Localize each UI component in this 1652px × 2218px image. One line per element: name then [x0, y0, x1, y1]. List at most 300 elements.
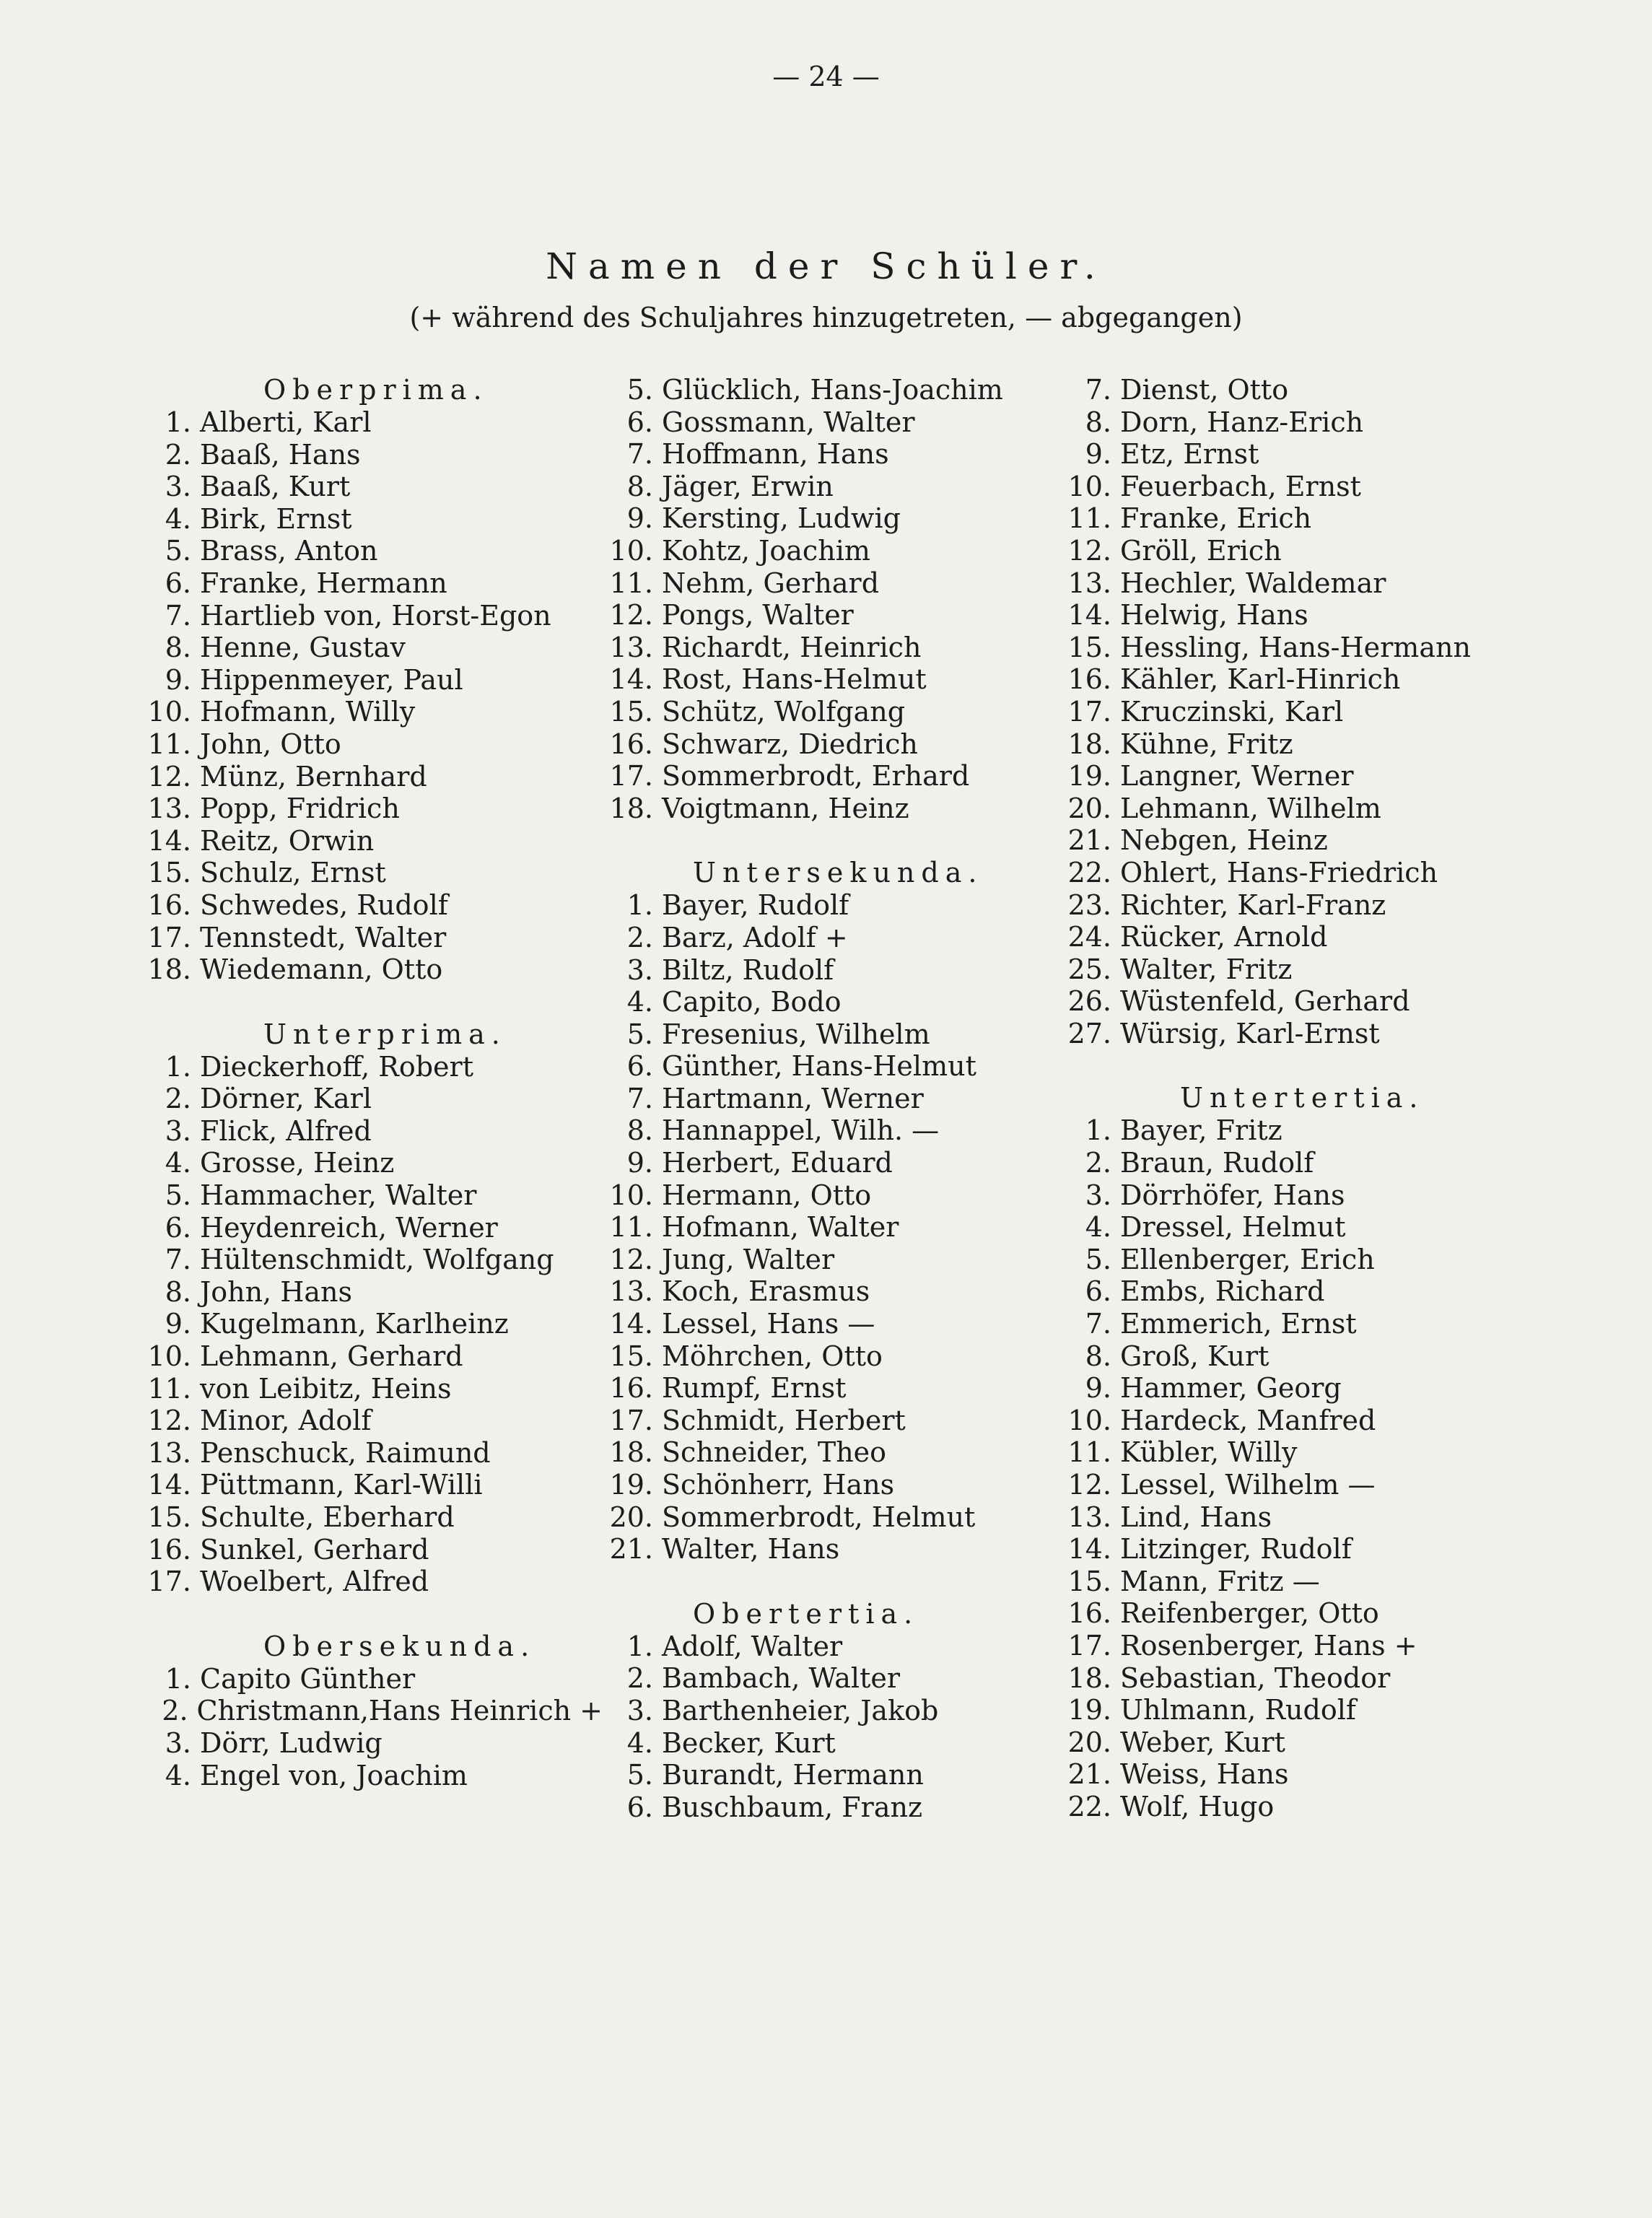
row-number: 9.: [1085, 438, 1111, 471]
row-number: 2.: [1085, 1147, 1111, 1179]
row-number: 16.: [1067, 663, 1111, 696]
row-number: 13.: [609, 1275, 653, 1308]
student-row: [603, 760, 1072, 793]
student-name: Gröll, Erich: [1120, 534, 1282, 567]
row-number: 7.: [165, 1244, 191, 1276]
row-number: 7.: [626, 1082, 653, 1114]
student-name: Rost, Hans-Helmut: [662, 663, 927, 696]
student-row: [141, 857, 603, 889]
student-name: Hofmann, Walter: [662, 1211, 899, 1244]
student-row: [141, 1727, 603, 1760]
student-row: [141, 503, 603, 536]
student-name: Grosse, Heinz: [200, 1147, 395, 1179]
student-row: [603, 1469, 1072, 1501]
row-number: 11.: [609, 1211, 653, 1244]
student-name: Wolf, Hugo: [1120, 1790, 1275, 1822]
row-number: 25.: [1067, 953, 1111, 985]
column-1: [141, 374, 603, 1791]
student-name: Dörner, Karl: [200, 1083, 372, 1115]
student-name: Reitz, Orwin: [200, 824, 375, 857]
column-2: [603, 374, 1072, 1823]
student-row: [603, 632, 1072, 664]
student-row: [1061, 760, 1581, 793]
student-row: [141, 1340, 603, 1373]
student-row: [1061, 1244, 1581, 1276]
row-number: 9.: [165, 663, 191, 696]
student-row: [141, 1276, 603, 1309]
student-name: Sommerbrodt, Helmut: [662, 1501, 976, 1533]
student-name: Schönherr, Hans: [662, 1469, 895, 1501]
student-name: Henne, Gustav: [200, 632, 406, 664]
student-name: Hoffmann, Hans: [662, 438, 889, 471]
student-row: [141, 1179, 603, 1212]
student-row: [1061, 1566, 1581, 1598]
row-number: 4.: [165, 1147, 191, 1179]
student-row: [603, 1244, 1072, 1276]
student-row: [1061, 1211, 1581, 1244]
student-row: [1061, 1405, 1581, 1437]
student-row: [603, 1436, 1072, 1469]
row-number: 18.: [147, 953, 191, 986]
student-row: [1061, 1791, 1581, 1823]
student-row: [141, 471, 603, 503]
student-row: [1061, 1630, 1581, 1662]
student-row: [603, 1372, 1072, 1405]
row-number: 8.: [165, 1275, 191, 1308]
student-name: Pongs, Walter: [662, 599, 854, 632]
student-row: [1061, 1147, 1581, 1179]
student-name: Würsig, Karl-Ernst: [1120, 1017, 1380, 1049]
row-number: 11.: [147, 728, 191, 760]
student-row: [1061, 985, 1581, 1018]
row-number: 6.: [626, 1791, 653, 1823]
row-number: 10.: [147, 1340, 191, 1373]
student-name: Rücker, Arnold: [1120, 921, 1328, 953]
student-name: Hammacher, Walter: [200, 1179, 477, 1212]
student-name: Etz, Ernst: [1120, 438, 1259, 471]
student-row: [1061, 406, 1581, 439]
student-row: [603, 502, 1072, 535]
student-row: [1061, 374, 1581, 406]
row-number: 5.: [626, 1018, 653, 1050]
student-row: [141, 1695, 603, 1727]
student-name: John, Otto: [200, 728, 341, 760]
student-row: [141, 953, 603, 986]
student-row: [1061, 1758, 1581, 1791]
student-name: Dressel, Helmut: [1120, 1211, 1346, 1244]
student-row: [141, 1051, 603, 1083]
row-number: 5.: [165, 1179, 191, 1212]
row-number: 6.: [165, 1211, 191, 1244]
student-name: Franke, Erich: [1120, 502, 1312, 535]
student-row: [141, 1437, 603, 1470]
student-name: Kohtz, Joachim: [662, 534, 870, 567]
student-name: Schwarz, Diedrich: [662, 728, 918, 760]
row-number: 19.: [1067, 1694, 1111, 1726]
student-name: Ohlert, Hans-Friedrich: [1120, 856, 1438, 888]
row-number: 1.: [165, 406, 191, 438]
student-row: [141, 1663, 603, 1695]
row-number: 15.: [147, 857, 191, 889]
student-name: Kühne, Fritz: [1120, 728, 1293, 760]
student-row: [603, 374, 1072, 406]
student-name: Burandt, Hermann: [662, 1759, 924, 1791]
page-number: — 24 —: [772, 61, 880, 92]
row-number: 15.: [609, 695, 653, 728]
student-name: Hardeck, Manfred: [1120, 1404, 1376, 1436]
student-name: Münz, Bernhard: [200, 760, 427, 793]
student-name: Feuerbach, Ernst: [1120, 470, 1361, 502]
student-name: Schmidt, Herbert: [662, 1404, 906, 1436]
student-name: Weber, Kurt: [1120, 1726, 1285, 1758]
student-list: [603, 374, 1072, 824]
row-number: 3.: [1085, 1179, 1111, 1211]
row-number: 14.: [147, 1469, 191, 1501]
row-number: 4.: [165, 1759, 191, 1791]
student-row: [141, 406, 603, 439]
row-number: 4.: [165, 502, 191, 535]
student-row: [1061, 471, 1581, 503]
student-row: [141, 825, 603, 857]
student-row: [603, 1630, 1072, 1663]
student-name: Uhlmann, Rudolf: [1120, 1694, 1356, 1726]
student-row: [603, 1147, 1072, 1179]
class-section: [141, 1630, 603, 1791]
student-row: [1061, 1275, 1581, 1308]
row-number: 17.: [147, 921, 191, 953]
row-number: 9.: [165, 1308, 191, 1340]
student-row: [141, 922, 603, 954]
row-number: 5.: [165, 535, 191, 567]
student-name: Flick, Alfred: [200, 1114, 372, 1147]
column-3: [1061, 374, 1581, 1823]
student-row: [1061, 1501, 1581, 1534]
student-name: Schneider, Theo: [662, 1436, 887, 1469]
student-row: [141, 632, 603, 664]
student-row: [1061, 793, 1581, 825]
student-row: [603, 1114, 1072, 1147]
student-row: [1061, 1436, 1581, 1469]
row-number: 10.: [147, 696, 191, 728]
row-number: 9.: [626, 1147, 653, 1179]
row-number: 6.: [165, 567, 191, 599]
row-number: 9.: [626, 502, 653, 535]
student-list: [603, 889, 1072, 1565]
student-name: Kersting, Ludwig: [662, 502, 901, 535]
student-name: Franke, Hermann: [200, 567, 447, 599]
student-name: Sommerbrodt, Erhard: [662, 760, 970, 793]
student-name: Becker, Kurt: [662, 1726, 836, 1759]
student-list: [1061, 374, 1581, 1049]
student-row: [603, 696, 1072, 728]
student-name: Lehmann, Wilhelm: [1120, 792, 1381, 824]
row-number: 2.: [165, 438, 191, 471]
student-name: Hermann, Otto: [662, 1179, 872, 1211]
row-number: 13.: [609, 631, 653, 663]
student-name: Bambach, Walter: [662, 1662, 900, 1695]
row-number: 8.: [1085, 406, 1111, 438]
row-number: 10.: [1067, 1404, 1111, 1436]
student-name: Hechler, Waldemar: [1120, 567, 1386, 599]
student-name: Fresenius, Wilhelm: [662, 1018, 930, 1050]
student-name: Hartmann, Werner: [662, 1082, 924, 1114]
row-number: 6.: [626, 406, 653, 438]
row-number: 5.: [626, 1759, 653, 1791]
student-name: Minor, Adolf: [200, 1405, 372, 1437]
student-name: Helwig, Hans: [1120, 599, 1308, 632]
row-number: 7.: [626, 438, 653, 471]
student-name: Richter, Karl-Franz: [1120, 888, 1386, 921]
student-name: Walter, Hans: [662, 1533, 840, 1566]
row-number: 14.: [1067, 1533, 1111, 1566]
row-number: 18.: [1067, 1662, 1111, 1694]
student-row: [603, 1340, 1072, 1373]
student-name: Popp, Fridrich: [200, 793, 400, 825]
student-name: Litzinger, Rudolf: [1120, 1533, 1352, 1566]
row-number: 17.: [609, 1404, 653, 1436]
student-name: Bayer, Fritz: [1120, 1114, 1282, 1147]
student-name: Jung, Walter: [662, 1243, 835, 1275]
student-name: Penschuck, Raimund: [200, 1436, 491, 1469]
student-row: [141, 1115, 603, 1148]
row-number: 3.: [165, 1114, 191, 1147]
student-row: [141, 439, 603, 471]
row-number: 8.: [1085, 1340, 1111, 1372]
student-row: [1061, 1662, 1581, 1695]
student-row: [1061, 1018, 1581, 1050]
row-number: 8.: [626, 470, 653, 502]
row-number: 1.: [165, 1050, 191, 1083]
row-number: 20.: [1067, 1726, 1111, 1758]
row-number: 12.: [147, 760, 191, 793]
class-section: [1061, 374, 1581, 1049]
row-number: 1.: [1085, 1114, 1111, 1147]
row-number: 15.: [1067, 1565, 1111, 1597]
student-row: [1061, 632, 1581, 664]
row-number: 14.: [609, 663, 653, 696]
student-row: [141, 889, 603, 922]
student-name: Schwedes, Rudolf: [200, 888, 448, 921]
section-header: Untertertia.: [1180, 1082, 1425, 1114]
row-number: 12.: [609, 599, 653, 632]
row-number: 14.: [609, 1308, 653, 1340]
student-name: Püttmann, Karl-Willi: [200, 1469, 483, 1501]
student-name: Groß, Kurt: [1120, 1340, 1269, 1372]
student-row: [141, 664, 603, 697]
student-row: [1061, 857, 1581, 889]
section-header: Untersekunda.: [693, 857, 984, 889]
student-row: [603, 1695, 1072, 1727]
row-number: 12.: [1067, 1469, 1111, 1501]
row-number: 2.: [626, 1662, 653, 1695]
row-number: 11.: [1067, 502, 1111, 535]
student-name: Lessel, Hans —: [662, 1308, 875, 1340]
student-name: Reifenberger, Otto: [1120, 1597, 1379, 1630]
student-row: [1061, 1726, 1581, 1759]
row-number: 15.: [147, 1501, 191, 1533]
student-row: [1061, 728, 1581, 761]
row-number: 2.: [165, 1083, 191, 1115]
student-name: Rumpf, Ernst: [662, 1372, 847, 1405]
student-row: [1061, 663, 1581, 696]
student-row: [603, 986, 1072, 1018]
student-row: [603, 535, 1072, 567]
student-row: [603, 1791, 1072, 1824]
row-number: 10.: [609, 534, 653, 567]
row-number: 1.: [165, 1662, 191, 1695]
student-name: Herbert, Eduard: [662, 1147, 893, 1179]
student-name: Koch, Erasmus: [662, 1275, 870, 1308]
student-name: Gossmann, Walter: [662, 406, 915, 438]
student-name: Wüstenfeld, Gerhard: [1120, 985, 1410, 1018]
student-row: [141, 1501, 603, 1534]
student-row: [603, 1662, 1072, 1695]
row-number: 2.: [626, 921, 653, 953]
row-number: 21.: [1067, 1758, 1111, 1791]
student-row: [1061, 1340, 1581, 1373]
student-name: Walter, Fritz: [1120, 953, 1293, 985]
student-row: [603, 567, 1072, 600]
student-row: [141, 1760, 603, 1792]
student-name: Heydenreich, Werner: [200, 1211, 498, 1244]
row-number: 3.: [626, 1694, 653, 1726]
row-number: 17.: [1067, 1629, 1111, 1662]
student-row: [1061, 953, 1581, 986]
student-name: Ellenberger, Erich: [1120, 1243, 1375, 1275]
row-number: 11.: [1067, 1436, 1111, 1469]
student-name: Buschbaum, Franz: [662, 1791, 922, 1823]
student-row: [603, 954, 1072, 987]
student-name: Barz, Adolf +: [662, 921, 848, 953]
row-number: 6.: [626, 1050, 653, 1083]
row-number: 13.: [147, 1436, 191, 1469]
student-name: Adolf, Walter: [662, 1630, 843, 1662]
student-name: Capito, Bodo: [662, 986, 842, 1018]
row-number: 20.: [1067, 792, 1111, 824]
row-number: 15.: [609, 1340, 653, 1372]
student-name: Capito Günther: [200, 1662, 416, 1695]
student-row: [603, 1275, 1072, 1308]
row-number: 4.: [626, 1726, 653, 1759]
student-row: [141, 1147, 603, 1179]
student-row: [603, 889, 1072, 922]
row-number: 18.: [609, 1436, 653, 1469]
student-name: Schulz, Ernst: [200, 857, 386, 889]
student-name: Nebgen, Heinz: [1120, 824, 1328, 857]
student-row: [1061, 1469, 1581, 1501]
row-number: 26.: [1067, 985, 1111, 1018]
row-number: 17.: [1067, 695, 1111, 728]
student-row: [141, 1405, 603, 1437]
class-section: [1061, 1082, 1581, 1822]
student-row: [1061, 1372, 1581, 1405]
student-list: [141, 1051, 603, 1598]
row-number: 13.: [1067, 567, 1111, 599]
row-number: 21.: [1067, 824, 1111, 857]
student-name: Emmerich, Ernst: [1120, 1308, 1357, 1340]
section-header: Oberprima.: [263, 374, 489, 406]
student-name: Bayer, Rudolf: [662, 889, 849, 922]
row-number: 14.: [147, 824, 191, 857]
row-number: 3.: [626, 953, 653, 986]
student-name: Jäger, Erwin: [662, 470, 834, 502]
row-number: 27.: [1067, 1017, 1111, 1049]
row-number: 19.: [1067, 760, 1111, 793]
student-name: Möhrchen, Otto: [662, 1340, 883, 1372]
student-name: Tennstedt, Walter: [200, 921, 447, 953]
student-row: [141, 1212, 603, 1244]
student-name: Dörr, Ludwig: [200, 1726, 383, 1759]
student-row: [603, 922, 1072, 954]
student-name: Richardt, Heinrich: [662, 631, 922, 663]
student-name: Barthenheier, Jakob: [662, 1694, 939, 1726]
row-number: 8.: [165, 632, 191, 664]
student-row: [141, 1308, 603, 1340]
student-name: Hofmann, Willy: [200, 696, 416, 728]
student-name: Langner, Werner: [1120, 760, 1354, 793]
row-number: 5.: [1085, 1243, 1111, 1275]
student-name: Nehm, Gerhard: [662, 567, 880, 599]
row-number: 13.: [1067, 1501, 1111, 1533]
row-number: 5.: [626, 374, 653, 406]
row-number: 9.: [1085, 1372, 1111, 1405]
student-name: Weiss, Hans: [1120, 1758, 1289, 1791]
student-name: Kruczinski, Karl: [1120, 695, 1344, 728]
student-row: [1061, 1533, 1581, 1566]
row-number: 16.: [147, 888, 191, 921]
student-row: [603, 1533, 1072, 1566]
student-name: Woelbert, Alfred: [200, 1566, 429, 1598]
row-number: 22.: [1067, 856, 1111, 888]
row-number: 7.: [165, 599, 191, 632]
student-name: Dieckerhoff, Robert: [200, 1050, 473, 1083]
student-row: [141, 1083, 603, 1115]
row-number: 12.: [1067, 534, 1111, 567]
student-name: Rosenberger, Hans +: [1120, 1629, 1417, 1662]
row-number: 16.: [1067, 1597, 1111, 1630]
row-number: 7.: [1085, 374, 1111, 406]
student-list: [141, 1663, 603, 1791]
student-name: Baaß, Hans: [200, 438, 361, 471]
student-row: [141, 728, 603, 761]
row-number: 23.: [1067, 888, 1111, 921]
student-row: [1061, 599, 1581, 632]
student-name: Brass, Anton: [200, 535, 378, 567]
student-name: Engel von, Joachim: [200, 1759, 468, 1791]
student-row: [603, 1211, 1072, 1244]
student-name: Lehmann, Gerhard: [200, 1340, 463, 1373]
student-name: Dorn, Hanz-Erich: [1120, 406, 1364, 438]
row-number: 13.: [147, 793, 191, 825]
student-row: [1061, 1597, 1581, 1630]
student-name: Lind, Hans: [1120, 1501, 1272, 1533]
student-row: [603, 1308, 1072, 1340]
student-row: [141, 1373, 603, 1405]
student-row: [603, 1050, 1072, 1083]
student-row: [603, 599, 1072, 632]
student-row: [141, 696, 603, 728]
student-name: Embs, Richard: [1120, 1275, 1325, 1308]
row-number: 8.: [626, 1114, 653, 1147]
student-row: [141, 1534, 603, 1566]
student-name: Wiedemann, Otto: [200, 953, 443, 986]
student-row: [603, 793, 1072, 825]
student-list: [141, 406, 603, 986]
student-row: [603, 1759, 1072, 1791]
row-number: 12.: [147, 1405, 191, 1437]
row-number: 18.: [609, 792, 653, 824]
student-name: Lessel, Wilhelm —: [1120, 1469, 1376, 1501]
